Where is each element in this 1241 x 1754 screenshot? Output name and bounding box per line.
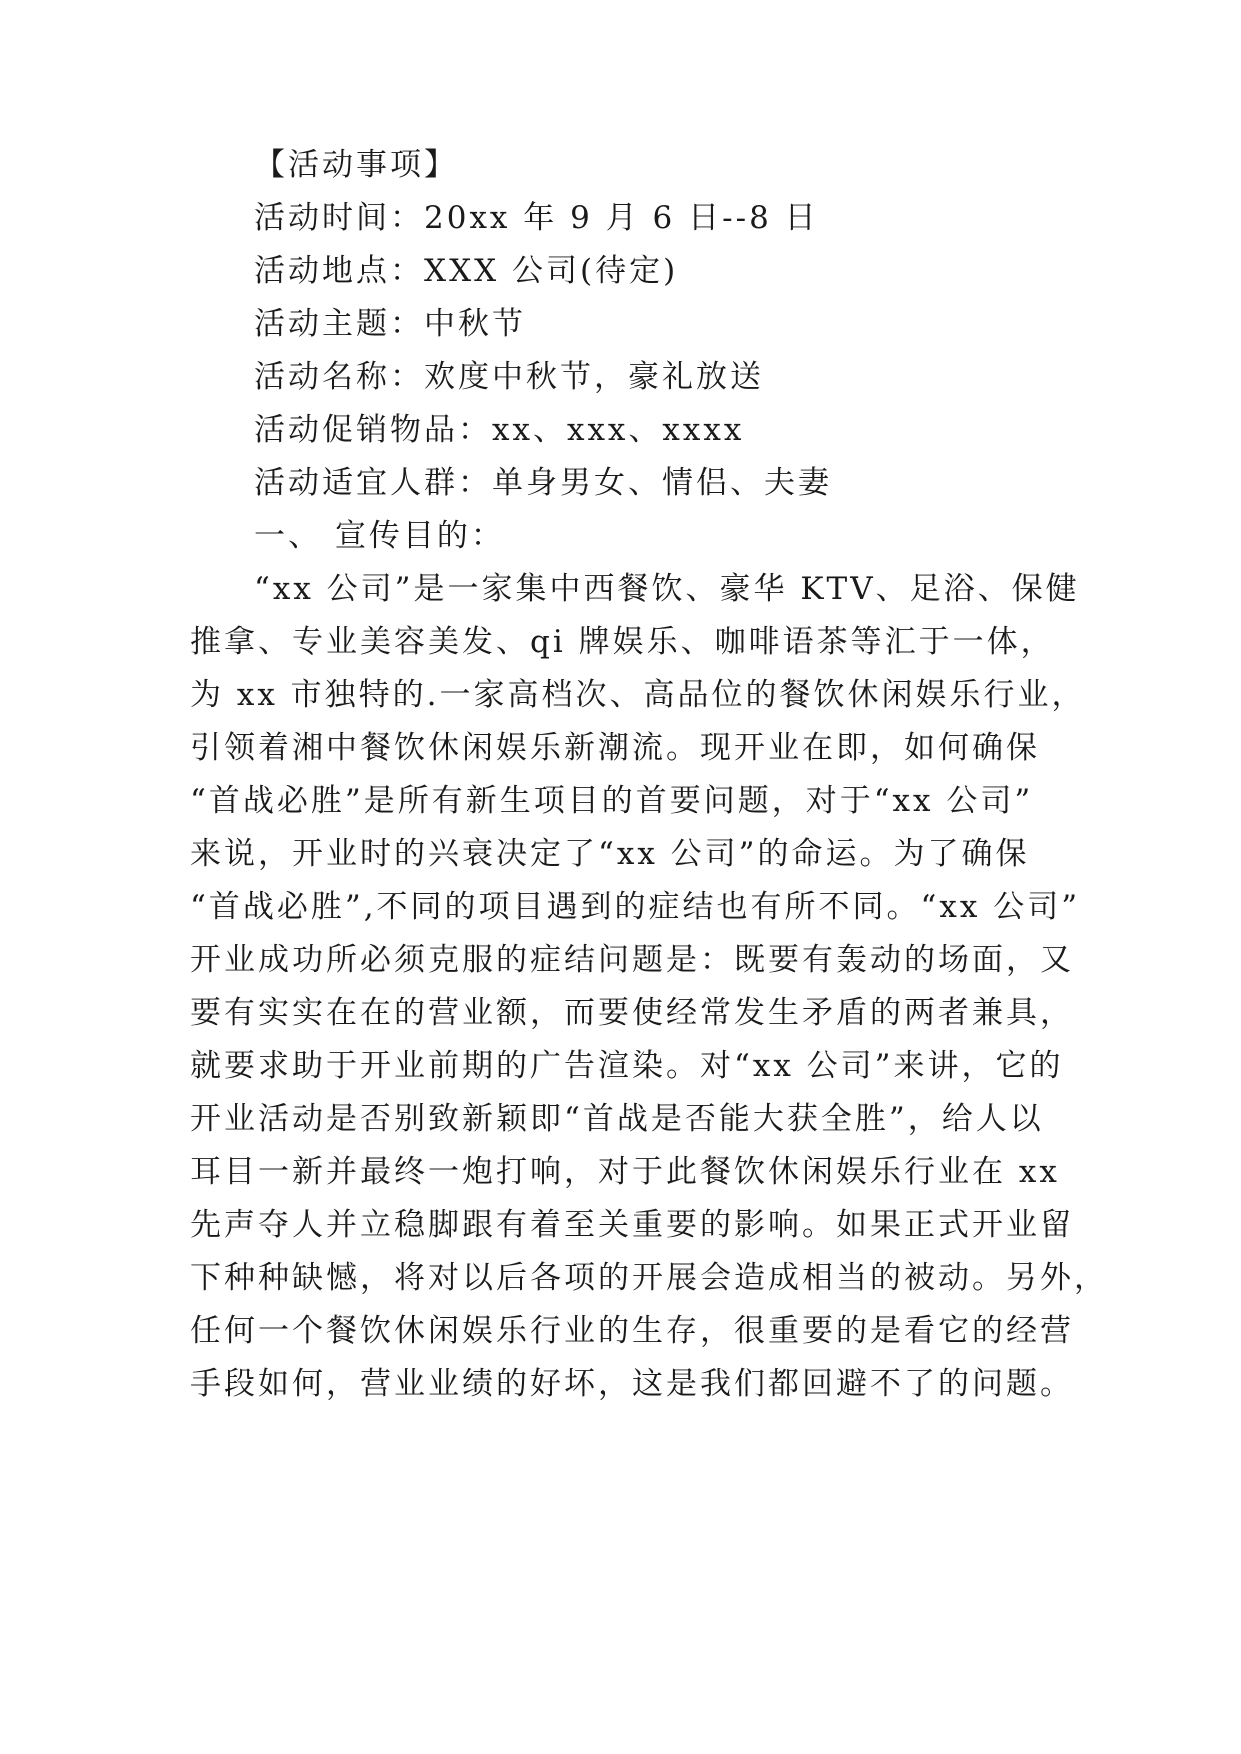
paragraph-line: 就要求助于开业前期的广告渲染。对“xx 公司”来讲，它的 <box>190 1048 1064 1084</box>
paragraph-line: 要有实实在在的营业额，而要使经常发生矛盾的两者兼具， <box>190 995 1074 1031</box>
detail-time: 活动时间：20xx 年 9 月 6 日--8 日 <box>254 200 819 236</box>
paragraph-line: 开业活动是否别致新颖即“首战是否能大获全胜”，给人以 <box>190 1101 1044 1137</box>
paragraph-line: 先声夺人并立稳脚跟有着至关重要的影响。如果正式开业留 <box>190 1207 1074 1243</box>
paragraph-line: “xx 公司”是一家集中西餐饮、豪华 KTV、足浴、保健 <box>254 571 1080 607</box>
detail-audience: 活动适宜人群：单身男女、情侣、夫妻 <box>254 465 832 501</box>
paragraph-line: 下种种缺憾，将对以后各项的开展会造成相当的被动。另外， <box>190 1260 1108 1296</box>
paragraph-line: 为 xx 市独特的.一家高档次、高品位的餐饮休闲娱乐行业， <box>190 677 1086 713</box>
heading-purpose: 一、 宣传目的： <box>254 518 505 554</box>
detail-name: 活动名称：欢度中秋节，豪礼放送 <box>254 359 764 395</box>
section-title: 【活动事项】 <box>254 147 458 183</box>
paragraph-line: “首战必胜”,不同的项目遇到的症结也有所不同。“xx 公司” <box>190 889 1081 925</box>
detail-location: 活动地点：XXX 公司(待定) <box>254 253 679 289</box>
paragraph-line: 手段如何，营业业绩的好坏，这是我们都回避不了的问题。 <box>190 1366 1074 1402</box>
paragraph-line: 开业成功所必须克服的症结问题是：既要有轰动的场面，又 <box>190 942 1074 978</box>
detail-promo-items: 活动促销物品：xx、xxx、xxxx <box>254 412 745 448</box>
paragraph-line: 任何一个餐饮休闲娱乐行业的生存，很重要的是看它的经营 <box>190 1313 1074 1349</box>
paragraph-line: 推拿、专业美容美发、qi 牌娱乐、咖啡语茶等汇于一体， <box>190 624 1055 660</box>
detail-theme: 活动主题：中秋节 <box>254 306 526 342</box>
paragraph-line: “首战必胜”是所有新生项目的首要问题，对于“xx 公司” <box>190 783 1034 819</box>
paragraph-line: 来说，开业时的兴衰决定了“xx 公司”的命运。为了确保 <box>190 836 1030 872</box>
paragraph-line: 耳目一新并最终一炮打响，对于此餐饮休闲娱乐行业在 xx <box>190 1154 1060 1190</box>
paragraph-line: 引领着湘中餐饮休闲娱乐新潮流。现开业在即，如何确保 <box>190 730 1040 766</box>
